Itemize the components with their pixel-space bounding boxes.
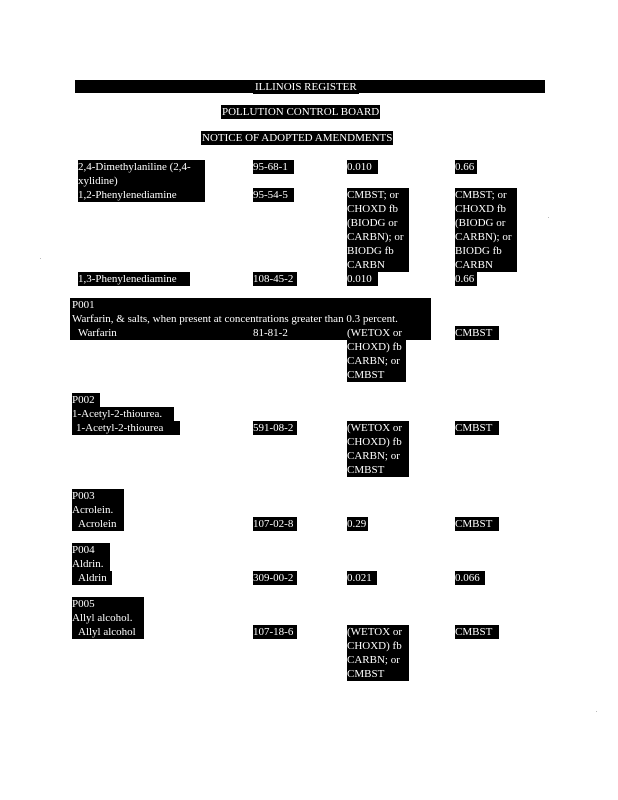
ww-line: (WETOX or [347,625,409,639]
cas-number: 81-81-2 [253,327,288,339]
cas-number: 107-18-6 [253,625,297,639]
chem-name: 1,3-Phenylenediamine [78,272,190,286]
ww-line: CHOXD) fb [347,435,409,449]
chem-name: 1,2-Phenylenediamine [78,188,205,202]
chem-name-line: 2,4-Dimethylaniline (2,4- [78,160,205,174]
ww-line: CHOXD fb [347,202,409,216]
ww-line: (WETOX or [347,421,409,435]
ww-line: CMBST [347,463,409,477]
waste-code: P002 [72,393,100,407]
scan-speck [548,217,549,218]
ww-line: (WETOX or [347,326,406,340]
nww-standard: 0.66 [455,272,477,286]
ww-line: CMBST [347,368,406,382]
cas-number: 95-68-1 [253,160,294,174]
chem-name: 1-Acetyl-2-thiourea [72,421,180,435]
ww-line: CMBST; or [347,188,409,202]
nww-line: CHOXD fb [455,202,517,216]
cas-number: 309-00-2 [253,571,297,585]
waste-title: Acrolein. [72,503,124,517]
cas-number: 107-02-8 [253,517,297,531]
ww-standard: 0.29 [347,518,367,530]
agency-title: POLLUTION CONTROL BOARD [222,106,380,118]
chem-name: Aldrin [72,571,112,585]
ww-line: CARBN; or [347,653,409,667]
chem-name: Warfarin [72,326,117,340]
cas-number: 108-45-2 [253,272,297,286]
ww-standard: 0.010 [347,160,378,174]
register-title: ILLINOIS REGISTER [255,81,357,93]
ww-standard: 0.021 [347,571,377,585]
scan-speck [40,258,41,259]
waste-title: Allyl alcohol. [72,611,144,625]
ww-line: CARBN; or [347,354,406,368]
ww-line: BIODG fb [347,244,409,258]
nww-standard: CMBST [455,326,499,340]
nww-line: CMBST; or [455,188,517,202]
ww-line: CARBN); or [347,230,409,244]
ww-line: CARBN [347,258,409,272]
nww-line: CARBN [455,258,517,272]
ww-line: CHOXD) fb [347,639,409,653]
waste-code: P005 [72,597,144,611]
chem-name: Acrolein [72,517,124,531]
cas-number: 591-08-2 [253,421,297,435]
notice-title: NOTICE OF ADOPTED AMENDMENTS [202,132,393,144]
waste-code: P001 [72,299,95,311]
nww-line: (BIODG or [455,216,517,230]
nww-line: BIODG fb [455,244,517,258]
ww-line: (BIODG or [347,216,409,230]
waste-title: Aldrin. [72,557,110,571]
nww-standard: CMBST [455,421,499,435]
nww-standard: CMBST [455,517,499,531]
nww-standard: 0.66 [455,160,477,174]
ww-standard: 0.010 [347,272,378,286]
ww-line: CARBN; or [347,449,409,463]
scan-speck [596,711,597,712]
waste-title: Warfarin, & salts, when present at concentrations greater than 0.3 percent. [72,313,398,325]
cas-number: 95-54-5 [253,188,294,202]
ww-line: CHOXD) fb [347,340,406,354]
waste-code: P004 [72,543,110,557]
waste-title: 1-Acetyl-2-thiourea. [72,407,174,421]
waste-code: P003 [72,489,124,503]
nww-standard: 0.066 [455,571,485,585]
ww-line: CMBST [347,667,409,681]
chem-name-line: xylidine) [78,174,205,188]
nww-standard: CMBST [455,625,499,639]
nww-line: CARBN); or [455,230,517,244]
chem-name: Allyl alcohol [72,625,144,639]
